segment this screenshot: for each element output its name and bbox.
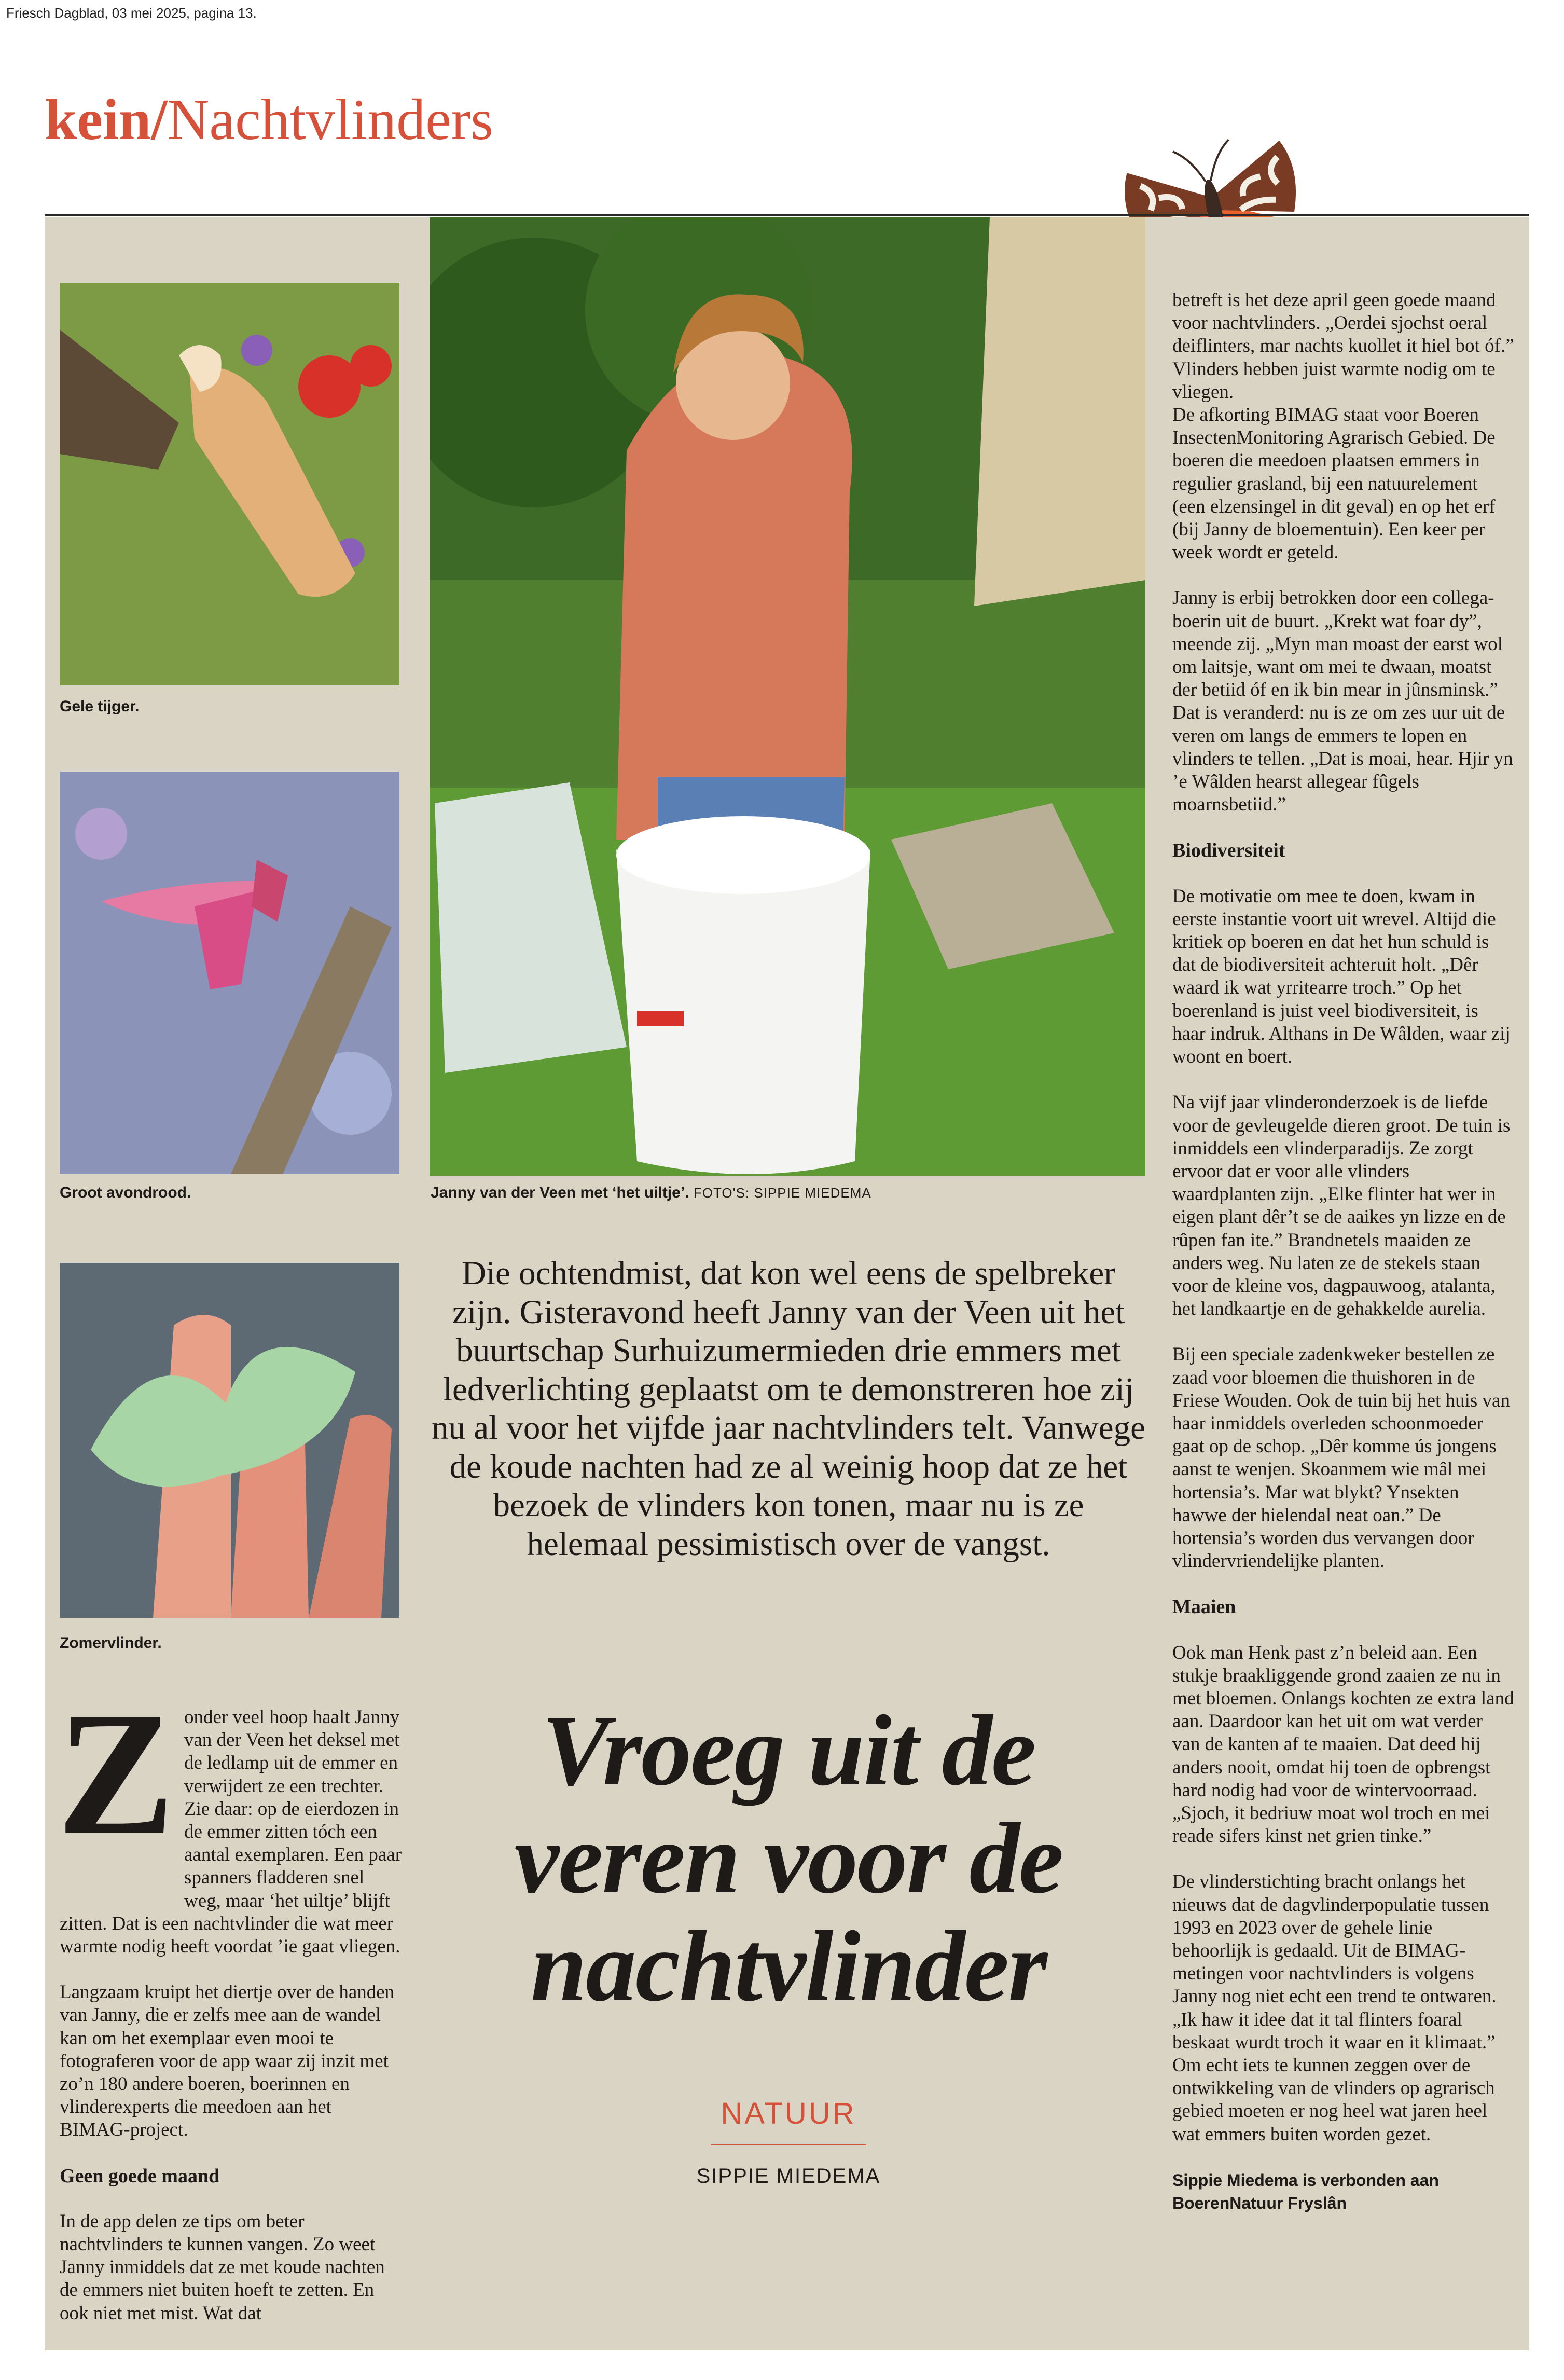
left-paragraph-3: In de app delen ze tips om beter nachtvlinders te kunnen vangen. Zo weet Janny inmiddels dat ze met koude nachten de emmers niet buiten hoeft te zetten. En ook niet met mist. Wat dat <box>60 2210 385 2324</box>
photo-zomervlinder <box>60 1263 399 1618</box>
headline: Vroeg uit de veren voor de nachtvlinder <box>514 1695 1063 2023</box>
caption-groot-avondrood: Groot avondrood. <box>60 1184 191 1201</box>
drop-cap: Z <box>57 1675 175 1871</box>
right-paragraph-7: Ook man Henk past z’n beleid aan. Een stukje braakliggende grond zaaien ze nu in met bloemen. Onlangs kochten ze extra land aan. Daardoor kan het uit om wat verder van de kanten af te maaien. Dat deed hij anders nooit, omdat hij toen de opbrengst hard nodig had voor de wintervoorraad. „Sjoch, it bedriuw moat wol troch en mei reade sifers kinst net grien tinke.” <box>1172 1642 1514 1847</box>
author-note-line-2: BoerenNatuur Fryslân <box>1172 2193 1347 2212</box>
right-paragraph-1: betreft is het deze april geen goede maand voor nachtvlinders. „Oerdei sjochst oeral deiflinters, mar nachts kuollet it hiel bot óf.” Vlinders hebben juist warmte nodig om te vliegen. <box>1172 290 1514 403</box>
caption-zomervlinder: Zomervlinder. <box>60 1634 162 1652</box>
subheading-biodiversiteit: Biodiversiteit <box>1172 840 1285 862</box>
right-paragraph-8: De vlinderstichting bracht onlangs het nieuws dat de dagvlinderpopulatie tussen 1993 en 2023 over de gehele linie behoorlijk is gedaald. Uit de BIMAG-metingen voor nachtvlinders is volgens Janny nog niet echt een trend te ontwaren. „Ik haw it idee dat it tal flinters foaral beskaat wurdt troch it waar en it klimaat.” Om echt iets te kunnen zeggen over de ontwikkeling van de vlinders op agrarisch gebied moeten er nog heel wat jaren heel wat emmers buiten worden gezet. <box>1172 1871 1497 2145</box>
subheading-geen-goede-maand: Geen goede maand <box>60 2165 220 2187</box>
caption-main-photo <box>431 1184 871 1202</box>
author-note-line-1: Sippie Miedema is verbonden aan <box>1172 2170 1439 2190</box>
author-note <box>1172 2169 1515 2214</box>
intro-paragraph: Die ochtendmist, dat kon wel eens de spelbreker zijn. Gisteravond heeft Janny van der Veen uit het buurtschap Surhuizumermieden drie emmers met ledverlichting geplaatst om te demonstreren hoe zij nu al voor het vijfde jaar nachtvlinders telt. Vanwege de koude nachten had ze al weinig hoop dat ze het bezoek de vlinders kon tonen, maar nu is ze helemaal pessimistisch over de vangst. <box>432 1255 1145 1563</box>
header-rule <box>45 214 1529 216</box>
section-heading <box>45 88 493 152</box>
kicker-rule <box>711 2144 866 2145</box>
right-column <box>1172 289 1515 2214</box>
section-separator: / <box>151 88 168 152</box>
right-paragraph-2: De afkorting BIMAG staat voor Boeren InsectenMonitoring Agrarisch Gebied. De boeren die meedoen plaatsen emmers in regulier grasland, bij een natuurelement (een elzensingel in dit geval) en op het erf (bij Janny de bloementuin). Een keer per week wordt er geteld. <box>1172 404 1496 563</box>
right-paragraph-6: Bij een speciale zadenkweker bestellen ze zaad voor bloemen die thuishoren in de Friese Wouden. Ook de tuin bij het huis van haar inmiddels overleden schoonmoeder gaat op de schop. „Dêr komme ús jongens aanst te wenjen. Skoanmem wie mâl mei hortensia’s. Mar wat blykt? Ynsekten hawwe der hielendal neat oan.” De hortensia’s worden dus vervangen door vlindervriendelijke planten. <box>1172 1344 1510 1572</box>
left-paragraph-2: Langzaam kruipt het diertje over de handen van Janny, die er zelfs mee aan de wandel kan om het exemplaar even mooi te fotograferen voor de app waar zij inzit met zo’n 180 andere boeren, boerinnen en vlinderexperts die meedoen aan het BIMAG-project. <box>60 1982 395 2141</box>
section-prefix: kein <box>45 88 151 152</box>
main-caption-text: Janny van der Veen met ‘het uiltje’. <box>431 1184 689 1201</box>
photo-janny-van-der-veen <box>430 217 1145 1176</box>
author-byline: SIPPIE MIEDEMA <box>696 2165 881 2188</box>
right-paragraph-4: De motivatie om mee te doen, kwam in eerste instantie voort uit wrevel. Altijd die kritiek op boeren en dat het hun schuld is dat de biodiversiteit achteruit holt. „Dêr waard ik wat yrritearre troch.” Op het boerenland is juist veel biodiversiteit, is haar indruk. Althans in De Wâlden, waar zij woont en boert. <box>1172 885 1511 1068</box>
right-paragraph-5: Na vijf jaar vlinderonderzoek is de liefde voor de gevleugelde dieren groot. De tuin is inmiddels een vlinderparadijs. Ze zorgt ervoor dat er voor alle vlinders waardplanten zijn. „Elke flinter hat wer in eigen plant dêr’t se de aaikes yn lizze en de rûpen fan ite.” Brandnetels maaiden ze anders weg. Nu laten ze de stekels staan voor de kleine vos, dagpauwoog, atalanta, het landkaartje en de gehakkelde aurelia. <box>1172 1092 1511 1320</box>
left-paragraph-1: onder veel hoop haalt Janny van der Veen het deksel met de ledlamp uit de emmer en verwijdert ze een trechter. Zie daar: op de eierdozen in de emmer zitten tóch een aantal exemplaren. Een paar spanners fladderen snel weg, maar ‘het uiltje’ blijft zitten. Dat is een nachtvlinder die wat meer warmte nodig heeft voordat ’ie gaat vliegen. <box>60 1707 402 1958</box>
right-paragraph-3: Janny is erbij betrokken door een collega-boerin uit de buurt. „Krekt wat foar dy”, meende zij. „Myn man moast der earst wol om laitsje, want om mei te dwaan, moatst der betiid óf en ik bin mear in jûnsminsk.” Dat is veranderd: nu is ze om zes uur uit de veren om langs de emmers te lopen en vlinders te tellen. „Dat is moai, hear. Hjir yn ’e Wâlden hearst allegear fûgels moarnsbetiid.” <box>1172 587 1513 816</box>
section-name: Nachtvlinders <box>167 88 493 152</box>
section-kicker: NATUUR <box>721 2097 856 2130</box>
caption-gele-tijger: Gele tijger. <box>60 698 140 715</box>
subheading-maaien: Maaien <box>1172 1596 1236 1618</box>
left-column <box>60 1706 405 2325</box>
source-line: Friesch Dagblad, 03 mei 2025, pagina 13. <box>6 5 257 21</box>
photo-groot-avondrood <box>60 772 399 1174</box>
photo-gele-tijger <box>60 283 399 685</box>
photo-credit: FOTO'S: SIPPIE MIEDEMA <box>693 1185 871 1201</box>
